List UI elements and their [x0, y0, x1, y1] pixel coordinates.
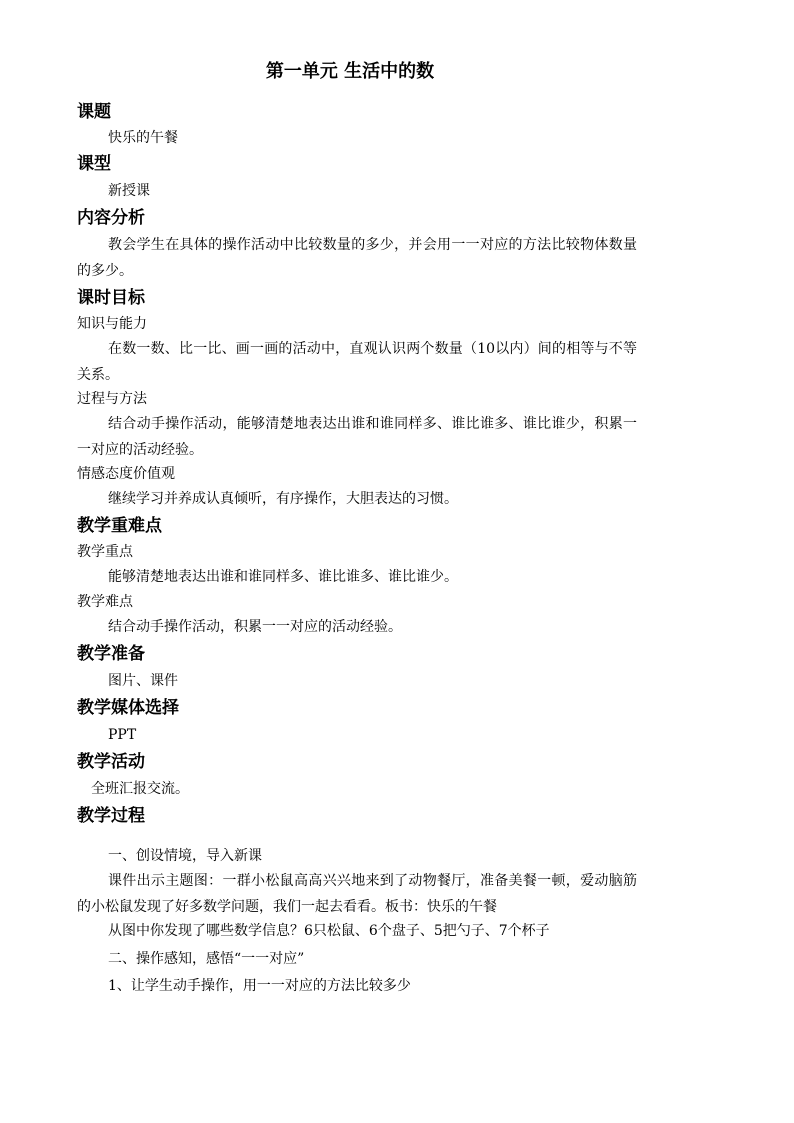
process-paragraph-2: 课件出示主题图：一群小松鼠高高兴兴地来到了动物餐厅，准备美餐一顿，爱动脑筋的小松鼠发现了好多数学问题，我们一起去看看。板书：快乐的午餐: [77, 873, 637, 915]
process-step-1: 一、创设情境，导入新课: [108, 848, 262, 864]
heading-objectives: 课时目标: [77, 288, 145, 308]
activity-text: 全班汇报交流。: [91, 781, 189, 797]
lesson-type-text: 新授课: [108, 183, 150, 199]
heading-content-analysis: 内容分析: [77, 208, 145, 228]
attitude-text: 继续学习并养成认真倾听，有序操作，大胆表达的习惯。: [108, 491, 458, 507]
heading-lesson-topic: 课题: [77, 102, 111, 122]
content-analysis-text: 教会学生在具体的操作活动中比较数量的多少，并会用一一对应的方法比较物体数量的多少。: [77, 237, 637, 279]
heading-teaching-process: 教学过程: [77, 806, 145, 826]
difficulty-text: 结合动手操作活动，积累一一对应的活动经验。: [108, 619, 402, 635]
process-step-2: 二、操作感知，感悟“一一对应”: [108, 951, 305, 967]
preparation-text: 图片、课件: [108, 673, 178, 689]
subheading-process-method: 过程与方法: [77, 391, 147, 407]
heading-lesson-type: 课型: [77, 154, 111, 174]
heading-media: 教学媒体选择: [77, 698, 179, 718]
media-text: PPT: [108, 727, 137, 743]
document-title: 第一单元 生活中的数: [265, 61, 435, 82]
key-point-text: 能够清楚地表达出谁和谁同样多、谁比谁多、谁比谁少。: [108, 569, 458, 585]
subheading-difficulty: 教学难点: [77, 594, 133, 610]
heading-key-points: 教学重难点: [77, 516, 162, 536]
heading-preparation: 教学准备: [77, 644, 145, 664]
process-method-text: 结合动手操作活动，能够清楚地表达出谁和谁同样多、谁比谁多、谁比谁少，积累一一对应的活动经验。: [77, 416, 637, 458]
heading-activity: 教学活动: [77, 752, 145, 772]
process-paragraph-3: 从图中你发现了哪些数学信息？6只松鼠、6个盘子、5把勺子、7个杯子: [108, 923, 550, 939]
subheading-key-point: 教学重点: [77, 544, 133, 560]
knowledge-text: 在数一数、比一比、画一画的活动中，直观认识两个数量（10以内）间的相等与不等关系。: [77, 341, 637, 383]
subheading-knowledge: 知识与能力: [77, 316, 147, 332]
lesson-topic-text: 快乐的午餐: [108, 130, 178, 146]
subheading-attitude: 情感态度价值观: [77, 466, 175, 482]
process-paragraph-5: 1、让学生动手操作，用一一对应的方法比较多少: [108, 978, 411, 994]
